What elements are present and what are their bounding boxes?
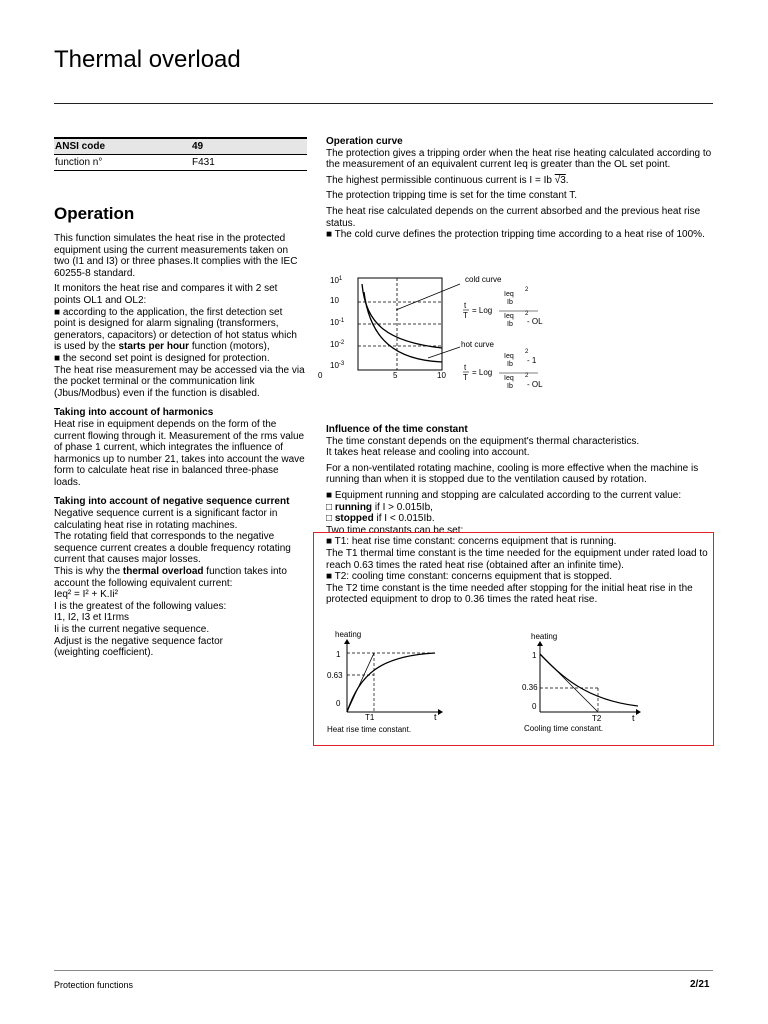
hot-curve: [364, 292, 442, 362]
text: Ib: [507, 361, 513, 368]
x-tick-label: 10: [437, 371, 446, 380]
text: - OL: [527, 317, 543, 326]
x-tick-label: T2: [592, 714, 602, 723]
ansi-code-value: 49: [191, 138, 307, 155]
paragraph: (weighting coefficient).: [54, 647, 154, 659]
paragraph: Two time constants can be set:: [326, 524, 464, 536]
text: Ieq: [504, 375, 514, 382]
text: 2: [525, 349, 529, 355]
paragraph: The heat rise measurement may be accessed via the via the pocket terminal or the communication link (Jbus/Modbus) even if the function is disabled.: [54, 364, 305, 399]
paragraph: The protection gives a tripping order when the heat rise heating calculated according to the measurement of an equivalent current Ieq is greater than the OL set point.: [326, 147, 712, 171]
text: The highest permissible continuous current is I = Ib: [326, 174, 555, 186]
ansi-row: [54, 155, 307, 171]
y-tick-label: 0.63: [327, 671, 343, 680]
function-number-label: function n°: [54, 155, 191, 171]
paragraph: Adjust is the negative sequence factor: [54, 635, 223, 647]
text: Ib: [507, 299, 513, 306]
paragraph: It takes heat release and cooling into account.: [326, 447, 530, 459]
x-tick-label: 5: [393, 371, 398, 380]
page-number: 2/21: [690, 979, 710, 990]
paragraph: Ii is the current negative sequence.: [54, 624, 210, 635]
bold-text: starts per hour: [118, 341, 190, 353]
leader-line: [428, 347, 460, 358]
text: T: [463, 311, 468, 320]
y-tick-label: 10: [330, 296, 339, 305]
leader-line: [396, 284, 460, 310]
y-tick-label: 0.36: [522, 683, 538, 692]
y-axis-label: heating: [335, 630, 362, 639]
text: This is why the: [54, 566, 123, 578]
paragraph: ■ T2: cooling time constant: concerns equipment that is stopped.: [326, 571, 613, 583]
y-tick-label: 0: [532, 702, 537, 711]
time-constant-heading: Influence of the time constant: [326, 424, 468, 435]
operation-curve-figure: [318, 270, 578, 402]
text: 2: [525, 311, 529, 317]
y-tick-label: $10^1$: [330, 276, 343, 285]
text: if I < 0.015Ib.: [373, 513, 435, 525]
text: - 1: [527, 356, 537, 365]
axis-arrow: [537, 641, 543, 646]
text: Ieq: [504, 313, 514, 320]
function-number-value: F431: [191, 155, 307, 171]
cooling-curve: [540, 654, 638, 706]
paragraph: The rotating field that corresponds to the negative sequence current creates a double frequency rotating current that causes major losses.: [54, 531, 291, 566]
hot-formula: [463, 349, 543, 390]
paragraph: [54, 566, 306, 589]
y-tick-label: 1: [532, 651, 537, 660]
paragraph: This function simulates the heat rise in the protected equipment using the current measurements taken on two (I1 and I3) or three phases.It complies with the IEC 60255-8 standard.: [54, 233, 298, 279]
paragraph: The protection tripping time is set for the time constant T.: [326, 190, 578, 202]
bold-text: running: [334, 501, 373, 513]
text: = Log: [472, 368, 493, 377]
cold-curve-label: cold curve: [465, 275, 502, 284]
operation-heading: Operation: [54, 204, 135, 223]
ansi-table: [54, 137, 307, 171]
footer-section-label: Protection functions: [54, 980, 134, 990]
y-tick-label: 1: [336, 650, 341, 659]
text: ■ according to the application, the first detection set point is designed for alarm signaling (transformers, generators, capacitors) or detection of hot status which is used by the: [54, 306, 297, 353]
text: t: [464, 363, 467, 372]
y-tick-label: $10^{-3}$: [330, 361, 345, 370]
cold-formula: [463, 287, 543, 328]
left-column: [54, 233, 306, 659]
sqrt-text: √3: [554, 174, 566, 186]
paragraph: Negative sequence current is a significant factor in calculating heat rise in rotating machines.: [54, 508, 278, 531]
paragraph: Heat rise in equipment depends on the form of the current flowing through it. Measurement of the rms value of phase 1 current, which integrates the influence of harmonics up to number 21, takes into account the wave form to calculate heat rise in balanced three-phase loads.: [54, 418, 305, 488]
x-axis-label: t: [434, 712, 437, 722]
text: T: [463, 373, 468, 382]
x-tick-label: 0: [318, 371, 323, 380]
text: if I > 0.015Ib,: [372, 501, 433, 513]
paragraph: [326, 175, 716, 187]
harmonics-heading: Taking into account of harmonics: [54, 407, 214, 419]
axis-arrow: [438, 709, 443, 715]
heat-rise-figure: [320, 626, 450, 738]
axis-arrow: [344, 639, 350, 644]
paragraph: The heat rise calculated depends on the current absorbed and the previous heat rise status.: [326, 205, 701, 229]
text: Ib: [507, 321, 513, 328]
x-axis-label: t: [632, 713, 635, 723]
paragraph: It monitors the heat rise and compares it with 2 set points OL1 and OL2:: [54, 283, 278, 306]
hot-curve-label: hot curve: [461, 340, 494, 349]
negative-sequence-heading: Taking into account of negative sequence current: [54, 496, 290, 508]
y-axis-label: heating: [531, 632, 558, 641]
text: □: [326, 501, 335, 513]
axis-arrow: [636, 709, 641, 715]
y-tick-label: 0: [336, 699, 341, 708]
ansi-code-label: ANSI code: [54, 138, 191, 155]
paragraph: ■ Equipment running and stopping are calculated according to the current value:: [326, 489, 682, 501]
y-tick-label: $10^{-2}$: [330, 340, 345, 349]
ansi-header-row: [54, 138, 307, 155]
text: 2: [525, 373, 529, 379]
figure-caption: Cooling time constant.: [524, 724, 604, 733]
text: Ieq: [504, 291, 514, 298]
paragraph: ■ T1: heat rise time constant: concerns equipment that is running.: [326, 536, 617, 548]
paragraph: I is the greatest of the following values:: [54, 600, 227, 612]
text: Ib: [507, 383, 513, 390]
operation-curve-heading: Operation curve: [326, 136, 403, 147]
page-title: Thermal overload: [54, 46, 241, 73]
paragraph: ■ the second set point is designed for protection.: [54, 352, 270, 364]
title-divider: [54, 103, 713, 104]
cold-curve: [362, 284, 442, 348]
cooling-figure: [516, 628, 646, 738]
text: - OL: [527, 380, 543, 389]
text: function (motors),: [189, 341, 270, 353]
text: function takes into account the following equivalent current:: [54, 566, 287, 589]
footer-divider: [54, 970, 713, 971]
paragraph: For a non-ventilated rotating machine, cooling is more effective when the machine is running than when it is stopped due to the ventilation caused by rotation.: [326, 462, 699, 486]
bold-text: stopped: [334, 513, 374, 525]
right-column: [326, 136, 716, 245]
paragraph: The T2 time constant is the time needed after stopping for the initial heat rise in the protected equipment to drop to 0.36 times the rated heat rise.: [326, 582, 693, 606]
paragraph: I1, I2, I3 et I1rms: [54, 612, 130, 624]
paragraph: [326, 502, 716, 514]
text: .: [565, 174, 569, 186]
paragraph: [326, 513, 716, 525]
text: 2: [525, 287, 529, 293]
text: □: [326, 513, 335, 525]
paragraph: The T1 thermal time constant is the time needed for the equipment under rated load to reach 0.63 times the rated heat rise (obtained after an infinite time).: [326, 547, 708, 571]
paragraph: ■ The cold curve defines the protection tripping time according to a heat rise of 100%.: [326, 229, 705, 241]
text: t: [464, 301, 467, 310]
figure-caption: Heat rise time constant.: [327, 725, 412, 734]
text: = Log: [472, 306, 493, 315]
paragraph: [54, 307, 306, 353]
bold-text: thermal overload: [122, 566, 204, 578]
x-tick-label: T1: [365, 713, 375, 722]
text: Ieq: [504, 353, 514, 360]
y-tick-label: $10^{-1}$: [330, 318, 345, 327]
paragraph: The time constant depends on the equipment's thermal characteristics.: [326, 435, 640, 447]
equation: Ieq² = I² + K.Ii²: [54, 589, 118, 601]
